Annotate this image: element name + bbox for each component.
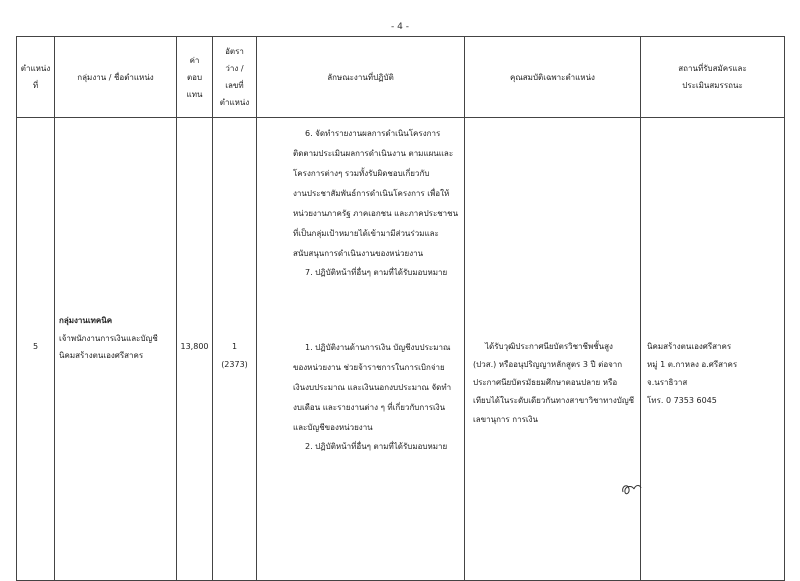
duty-line: เงินงบประมาณ และเงินนอกงบประมาณ จัดทำ <box>293 383 452 392</box>
header-line: แทน <box>186 89 203 99</box>
qualification-line: ได้รับวุฒิประกาศนียบัตรวิชาชีพชั้นสูง <box>485 342 613 351</box>
header-location <box>641 37 785 118</box>
header-line: ตอบ <box>186 72 203 82</box>
duty-line: โครงการต่างๆ รวมทั้งรับผิดชอบเกี่ยวกับ <box>293 169 430 178</box>
location-line: โทร. 0 7353 6045 <box>647 396 717 405</box>
duty-line: หน่วยงานภาครัฐ ภาคเอกชน และภาคประชาชน <box>293 209 459 218</box>
duty-line: ติดตามประเมินผลการดำเนินงาน ตามแผนและ <box>293 149 454 158</box>
cell-group-name <box>55 118 177 581</box>
duty-line: และบัญชีของหน่วยงาน <box>293 423 373 432</box>
header-qualifications: คุณสมบัติเฉพาะตำแหน่ง <box>465 37 641 118</box>
cell-qualifications <box>465 118 641 581</box>
signature-mark <box>620 480 644 498</box>
cell-location <box>641 118 785 581</box>
header-line: ประเมินสมรรถนะ <box>682 81 743 90</box>
header-line: อัตรา <box>225 47 244 56</box>
header-line: สถานที่รับสมัครและ <box>678 64 747 73</box>
qualification-line: (ปวส.) หรืออนุปริญญาหลักสูตร 3 ปี ต่อจาก <box>473 360 623 369</box>
duty-line: ที่เป็นกลุ่มเป้าหมายได้เข้ามามีส่วนร่วมและ <box>293 229 439 238</box>
group-name: กลุ่มงานเทคนิค <box>59 316 113 325</box>
header-line: ตำแหน่ง <box>20 64 51 73</box>
page-number: - 4 - <box>391 22 409 32</box>
header-vacancy <box>213 37 257 118</box>
location-line: นิคมสร้างตนเองศรีสาคร <box>647 342 732 351</box>
header-position-no <box>17 37 55 118</box>
vacancy-count: 1 <box>231 342 238 351</box>
header-line: เลขที่ <box>225 81 244 90</box>
header-group-name: กลุ่มงาน / ชื่อตำแหน่ง <box>55 37 177 118</box>
header-line: ค่า <box>189 55 200 65</box>
cell-pay <box>177 118 213 581</box>
header-line: ตำแหน่ง <box>219 98 250 107</box>
header-line: ที่ <box>32 81 39 90</box>
location-line: จ.นราธิวาส <box>647 378 688 387</box>
header-pay <box>177 37 213 118</box>
position-title-line: นิคมสร้างตนเองศรีสาคร <box>59 351 144 360</box>
cell-position-no <box>17 118 55 581</box>
positions-table <box>16 36 785 581</box>
qualification-line: ประกาศนียบัตรมัธยมศึกษาตอนปลาย หรือ <box>473 378 618 387</box>
header-duties: ลักษณะงานที่ปฏิบัติ <box>257 37 465 118</box>
duty-line: สนับสนุนการดำเนินงานของหน่วยงาน <box>293 249 424 258</box>
cell-vacancy <box>213 118 257 581</box>
duty-line: 1. ปฏิบัติงานด้านการเงิน บัญชีงบประมาณ <box>305 343 451 352</box>
position-number: 5 <box>32 342 39 351</box>
duty-line: งบเดือน และรายงานต่าง ๆ ที่เกี่ยวกับการเงิน <box>293 403 446 412</box>
header-line: ว่าง / <box>225 64 244 73</box>
location-line: หมู่ 1 ต.กาหลง อ.ศรีสาคร <box>647 360 738 369</box>
header-row <box>17 37 785 118</box>
duty-line: ของหน่วยงาน ช่วยจ้าราชการในการเบิกจ่าย <box>293 363 445 372</box>
duty-line: 6. จัดทำรายงานผลการดำเนินโครงการ <box>305 129 441 138</box>
duty-line: 7. ปฏิบัติหน้าที่อื่นๆ ตามที่ได้รับมอบหมาย <box>305 268 448 277</box>
vacancy-id: (2373) <box>221 360 248 369</box>
duty-line: 2. ปฏิบัติหน้าที่อื่นๆ ตามที่ได้รับมอบหมาย <box>305 442 448 451</box>
position-title-line: เจ้าพนักงานการเงินและบัญชี <box>59 334 158 343</box>
pay-amount: 13,800 <box>180 342 209 351</box>
qualification-line: เลขานุการ การเงิน <box>473 415 538 424</box>
cell-duties <box>257 118 465 581</box>
qualification-line: เทียบได้ในระดับเดียวกันทางสาขาวิชาทางบัญชี <box>473 396 635 405</box>
duty-line: งานประชาสัมพันธ์การดำเนินโครงการ เพื่อให้ <box>293 189 450 198</box>
position-row <box>17 118 785 581</box>
